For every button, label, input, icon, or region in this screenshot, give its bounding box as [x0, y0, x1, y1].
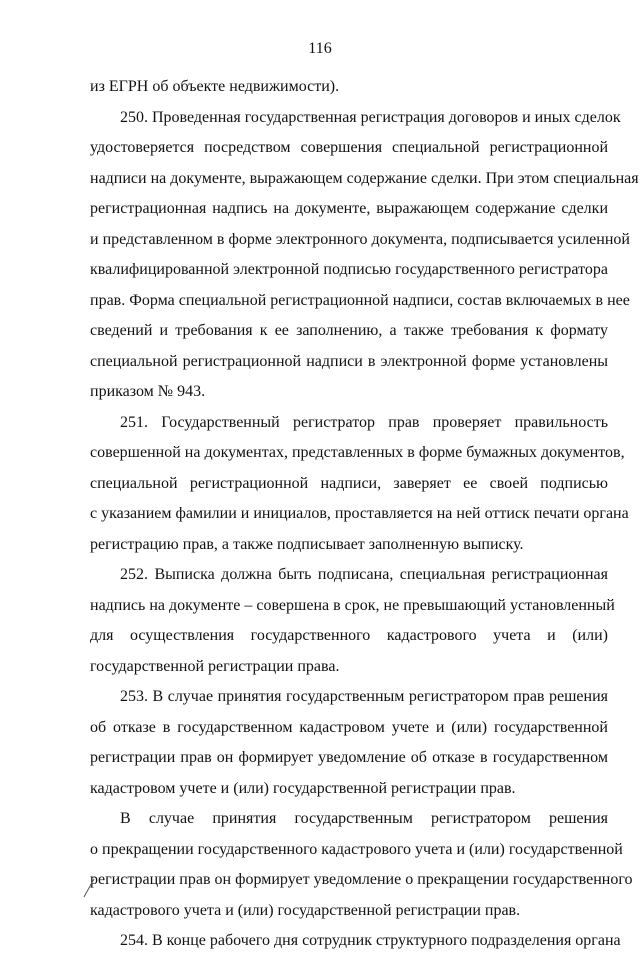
- text-line-12: 251. Государственный регистратор прав проверяет правильность: [120, 413, 608, 431]
- text-line-19: для осуществления государственного кадастрового учета и (или): [90, 627, 608, 644]
- text-line-8: прав. Форма специальной регистрационной надписи, состав включаемых в нее: [90, 291, 630, 309]
- text-line-26: о прекращении государственного кадастрового учета и (или) государственной: [90, 840, 623, 858]
- text-line-20: государственной регистрации права.: [90, 657, 340, 675]
- text-line-28: кадастрового учета и (или) государственной регистрации прав.: [90, 901, 521, 919]
- text-line-6: и представленном в форме электронного документа, подписывается усиленной: [90, 230, 630, 248]
- text-line-4: надписи на документе, выражающем содержание сделки. При этом специальная: [90, 169, 639, 187]
- text-line-29: 254. В конце рабочего дня сотрудник структурного подразделения органа: [120, 932, 621, 949]
- text-line-13: совершенной на документах, представленных в форме бумажных документов,: [90, 444, 625, 461]
- text-line-22: об отказе в государственном кадастровом учете и (или) государственной: [90, 718, 608, 736]
- text-line-10: специальной регистрационной надписи в электронной форме установлены: [90, 352, 608, 370]
- text-line-27: регистрации прав он формирует уведомление о прекращении государственного: [90, 871, 633, 888]
- text-line-23: регистрации прав он формирует уведомление об отказе в государственном: [90, 749, 608, 766]
- text-line-24: кадастровом учете и (или) государственной регистрации прав.: [90, 779, 516, 797]
- text-line-18: надпись на документе – совершена в срок, не превышающий установленный: [90, 596, 615, 614]
- document-body: [90, 72, 639, 957]
- text-line-16: регистрацию прав, а также подписывает заполненную выписку.: [90, 535, 524, 553]
- text-line-5: регистрационная надпись на документе, выражающем содержание сделки: [90, 200, 608, 217]
- text-line-1: из ЕГРН об объекте недвижимости).: [90, 78, 340, 95]
- text-line-25: В случае принятия государственным регистратором решения: [120, 810, 608, 827]
- text-line-17: 252. Выписка должна быть подписана, специальная регистрационная: [120, 566, 608, 583]
- page-number: 116: [308, 40, 332, 57]
- pen-stroke-mark: [82, 878, 96, 898]
- text-line-7: квалифицированной электронной подписью государственного регистратора: [90, 261, 608, 278]
- text-line-2: 250. Проведенная государственная регистрация договоров и иных сделок: [120, 108, 621, 126]
- text-line-9: сведений и требования к ее заполнению, а также требования к формату: [90, 322, 608, 339]
- text-line-21: 253. В случае принятия государственным регистратором прав решения: [120, 688, 608, 705]
- text-line-11: приказом № 943.: [90, 383, 206, 400]
- text-line-15: с указанием фамилии и инициалов, проставляется на ней оттиск печати органа: [90, 505, 629, 522]
- text-line-14: специальной регистрационной надписи, заверяет ее своей подписью: [90, 474, 608, 492]
- text-line-3: удостоверяется посредством совершения специальной регистрационной: [90, 139, 608, 156]
